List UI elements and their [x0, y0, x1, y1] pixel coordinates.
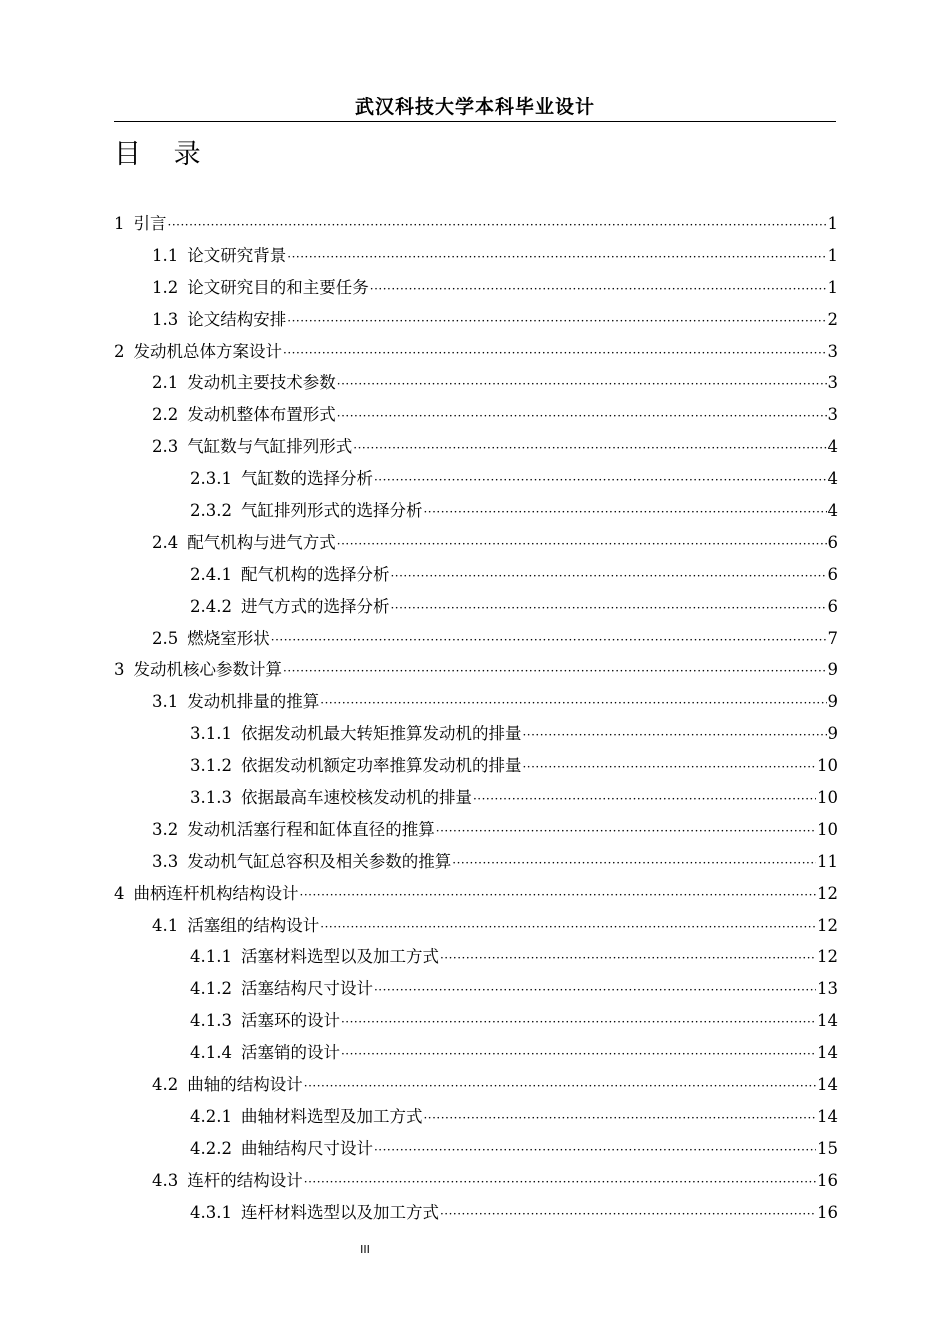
toc-entry-page: 3 [827, 373, 838, 393]
toc-entry-page: 9 [827, 692, 838, 712]
toc-entry-number: 1.2 [152, 277, 179, 297]
toc-entry-page: 14 [817, 1075, 838, 1095]
toc-entry-title: 气缸数的选择分析 [240, 469, 373, 489]
toc-entry-title: 发动机整体布置形式 [187, 405, 336, 425]
toc-entry-number: 2.4.2 [190, 596, 232, 616]
toc-entry-page: 4 [827, 469, 838, 489]
toc-entry-page: 12 [817, 915, 838, 935]
toc-leader-dots [452, 848, 816, 880]
toc-entry-page: 13 [817, 979, 838, 999]
toc-entry-title: 连杆材料选型以及加工方式 [240, 1202, 439, 1222]
toc-entry[interactable] [114, 240, 838, 272]
toc-entry-title: 发动机活塞行程和缸体直径的推算 [187, 819, 435, 839]
toc-leader-dots [337, 369, 827, 401]
toc-leader-dots [440, 943, 816, 975]
toc-entry[interactable] [114, 1101, 838, 1133]
toc-entry[interactable] [114, 910, 838, 942]
toc-entry-number: 4.1 [152, 915, 179, 935]
toc-entry-number: 4 [114, 883, 125, 903]
toc-leader-dots [374, 1135, 816, 1167]
toc-entry[interactable] [114, 686, 838, 718]
toc-entry-page: 7 [827, 628, 838, 648]
toc-leader-dots [304, 1071, 816, 1103]
toc-entry-number: 3.3 [152, 851, 179, 871]
toc-entry[interactable] [114, 399, 838, 431]
toc-entry[interactable] [114, 336, 838, 368]
toc-leader-dots [168, 210, 827, 242]
toc-entry-number: 3.1.3 [190, 788, 232, 808]
toc-entry-title: 活塞结构尺寸设计 [240, 979, 373, 999]
toc-entry-number: 2.3.2 [190, 501, 232, 521]
toc-leader-dots [390, 593, 826, 625]
toc-entry-page: 12 [817, 883, 838, 903]
toc-entry-page: 9 [827, 724, 838, 744]
header-rule [114, 121, 836, 122]
toc-entry-number: 3.1 [152, 692, 179, 712]
toc-entry-number: 3 [114, 660, 125, 680]
toc-entry-page: 15 [817, 1138, 838, 1158]
toc-entry-title: 曲柄连杆机构结构设计 [133, 883, 299, 903]
toc-entry[interactable] [114, 782, 838, 814]
toc-entry-title: 引言 [133, 214, 167, 233]
toc-entry[interactable] [114, 654, 838, 686]
toc-entry[interactable] [114, 1197, 838, 1229]
toc-entry-page: 14 [817, 1106, 838, 1126]
page-number: III [360, 1243, 370, 1256]
toc-entry-page: 16 [817, 1170, 838, 1190]
toc-entry[interactable] [114, 1133, 838, 1165]
toc-entry-number: 4.1.3 [190, 1011, 232, 1031]
toc-entry-number: 2.3.1 [190, 469, 232, 489]
toc-entry-number: 4.2.1 [190, 1106, 232, 1126]
toc-entry-page: 12 [817, 947, 838, 967]
toc-entry-title: 活塞材料选型以及加工方式 [240, 947, 439, 967]
toc-entry-number: 2 [114, 341, 125, 361]
toc-entry-page: 11 [817, 851, 838, 871]
toc-entry-title: 发动机核心参数计算 [133, 660, 282, 680]
toc-entry-page: 4 [827, 437, 838, 457]
toc-entry-title: 活塞环的设计 [240, 1011, 340, 1031]
toc-entry-number: 2.4.1 [190, 564, 232, 584]
table-of-contents [114, 208, 838, 1229]
toc-leader-dots [370, 274, 827, 306]
toc-leader-dots [473, 784, 816, 816]
toc-entry[interactable] [114, 463, 838, 495]
toc-entry-title: 配气机构与进气方式 [187, 532, 336, 552]
toc-entry-number: 2.4 [152, 532, 179, 552]
toc-entry-number: 4.1.4 [190, 1043, 232, 1063]
toc-entry[interactable] [114, 495, 838, 527]
toc-entry-page: 6 [827, 596, 838, 616]
toc-leader-dots [374, 975, 816, 1007]
toc-leader-dots [300, 880, 817, 912]
toc-entry[interactable] [114, 272, 838, 304]
toc-entry-page: 4 [827, 501, 838, 521]
toc-entry[interactable] [114, 304, 838, 336]
toc-entry-page: 14 [817, 1011, 838, 1031]
toc-entry-page: 10 [817, 788, 838, 808]
toc-entry[interactable] [114, 1165, 838, 1197]
toc-entry-page: 3 [827, 405, 838, 425]
toc-entry-page: 1 [827, 214, 838, 233]
toc-entry[interactable] [114, 431, 838, 463]
toc-leader-dots [283, 338, 827, 370]
toc-leader-dots [522, 720, 826, 752]
toc-entry[interactable] [114, 814, 838, 846]
toc-leader-dots [271, 625, 827, 657]
toc-leader-dots [440, 1199, 816, 1231]
toc-entry-page: 10 [817, 819, 838, 839]
toc-entry-title: 配气机构的选择分析 [240, 564, 390, 584]
toc-entry-page: 2 [827, 309, 838, 329]
toc-leader-dots [423, 1103, 816, 1135]
toc-entry-number: 4.1.2 [190, 979, 232, 999]
toc-entry[interactable] [114, 1069, 838, 1101]
toc-entry-number: 4.3.1 [190, 1202, 232, 1222]
toc-leader-dots [423, 497, 826, 529]
toc-entry-title: 论文研究目的和主要任务 [187, 277, 369, 297]
toc-leader-dots [320, 912, 816, 944]
toc-entry-page: 14 [817, 1043, 838, 1063]
toc-entry-title: 连杆的结构设计 [187, 1170, 303, 1190]
toc-entry[interactable] [114, 623, 838, 655]
toc-leader-dots [337, 529, 827, 561]
toc-entry-title: 气缸排列形式的选择分析 [240, 501, 423, 521]
toc-leader-dots [287, 242, 826, 274]
toc-entry-number: 3.1.2 [190, 756, 232, 776]
toc-leader-dots [341, 1007, 816, 1039]
toc-entry-page: 16 [817, 1202, 838, 1222]
toc-entry-title: 依据发动机额定功率推算发动机的排量 [240, 756, 522, 776]
toc-entry-number: 4.1.1 [190, 947, 232, 967]
document-header: 武汉科技大学本科毕业设计 [354, 96, 595, 118]
toc-leader-dots [287, 306, 826, 338]
toc-leader-dots [337, 401, 827, 433]
toc-entry-number: 3.1.1 [190, 724, 232, 744]
toc-entry-title: 论文研究背景 [187, 245, 287, 265]
toc-entry[interactable] [114, 559, 838, 591]
toc-leader-dots [341, 1039, 816, 1071]
toc-leader-dots [320, 688, 826, 720]
toc-entry-number: 2.3 [152, 437, 179, 457]
toc-leader-dots [353, 433, 826, 465]
toc-entry-title: 发动机气缸总容积及相关参数的推算 [187, 851, 452, 871]
toc-entry-number: 4.3 [152, 1170, 179, 1190]
toc-entry[interactable] [114, 367, 838, 399]
toc-entry-page: 3 [827, 341, 838, 361]
toc-entry-number: 4.2.2 [190, 1138, 232, 1158]
toc-entry[interactable] [114, 591, 838, 623]
toc-entry-title: 气缸数与气缸排列形式 [187, 437, 353, 457]
toc-entry-page: 9 [827, 660, 838, 680]
toc-entry-title: 依据最高车速校核发动机的排量 [240, 788, 472, 808]
toc-entry-title: 活塞组的结构设计 [187, 915, 320, 935]
toc-entry-title: 依据发动机最大转矩推算发动机的排量 [240, 724, 522, 744]
toc-entry-title: 活塞销的设计 [240, 1043, 340, 1063]
toc-entry-page: 1 [827, 245, 838, 265]
toc-entry-number: 1.1 [152, 245, 179, 265]
toc-entry[interactable] [114, 718, 838, 750]
toc-entry-title: 曲轴结构尺寸设计 [240, 1138, 373, 1158]
toc-entry[interactable] [114, 208, 838, 240]
toc-entry-number: 1.3 [152, 309, 179, 329]
toc-entry[interactable] [114, 878, 838, 910]
toc-entry-number: 2.1 [152, 373, 179, 393]
toc-entry-title: 曲轴材料选型及加工方式 [240, 1106, 423, 1126]
toc-entry-page: 6 [827, 564, 838, 584]
toc-entry[interactable] [114, 846, 838, 878]
toc-entry-title: 发动机排量的推算 [187, 692, 320, 712]
toc-entry[interactable] [114, 527, 838, 559]
toc-leader-dots [390, 561, 826, 593]
toc-entry-number: 4.2 [152, 1075, 179, 1095]
toc-entry-page: 10 [817, 756, 838, 776]
toc-entry-number: 1 [114, 214, 125, 233]
toc-entry[interactable] [114, 941, 838, 973]
toc-entry[interactable] [114, 1005, 838, 1037]
toc-entry-page: 1 [827, 277, 838, 297]
toc-entry-title: 发动机主要技术参数 [187, 373, 336, 393]
toc-leader-dots [436, 816, 816, 848]
toc-entry[interactable] [114, 750, 838, 782]
toc-leader-dots [283, 656, 827, 688]
toc-title: 目 录 [114, 139, 213, 170]
toc-leader-dots [304, 1167, 816, 1199]
toc-entry-title: 论文结构安排 [187, 309, 287, 329]
toc-entry-title: 曲轴的结构设计 [187, 1075, 303, 1095]
toc-entry-number: 2.5 [152, 628, 179, 648]
toc-entry[interactable] [114, 973, 838, 1005]
toc-leader-dots [374, 465, 827, 497]
toc-entry-title: 进气方式的选择分析 [240, 596, 390, 616]
toc-leader-dots [522, 752, 816, 784]
toc-entry-title: 燃烧室形状 [187, 628, 270, 648]
toc-entry-page: 6 [827, 532, 838, 552]
toc-entry-number: 2.2 [152, 405, 179, 425]
toc-entry-title: 发动机总体方案设计 [133, 341, 282, 361]
toc-entry[interactable] [114, 1037, 838, 1069]
toc-entry-number: 3.2 [152, 819, 179, 839]
